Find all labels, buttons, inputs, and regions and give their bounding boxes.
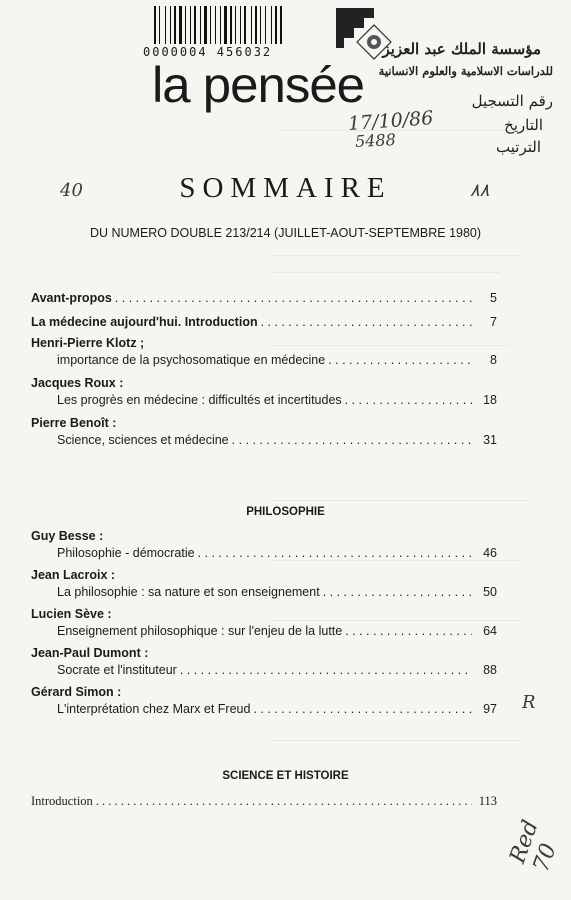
entry-title: L'interprétation chez Marx et Freud (57, 702, 251, 716)
entry-page: 88 (483, 663, 497, 677)
journal-title: la pensée (152, 57, 365, 113)
barcode-bar (200, 6, 201, 44)
section-heading-philosophie: PHILOSOPHIE (246, 506, 325, 518)
toc-entry (31, 662, 497, 679)
barcode-bar (255, 6, 257, 44)
stamp-line-3: رقم التسجيل (471, 92, 553, 110)
handwritten-date: 17/10/86 (347, 107, 435, 135)
barcode-bar (230, 6, 232, 44)
entry-page: 18 (483, 393, 497, 407)
entry-title: Enseignement philosophique : sur l'enjeu de la lutte (57, 624, 343, 638)
stamp-line-2: للدراسات الاسلامية والعلوم الانسانية (378, 64, 553, 78)
entry-title: La médecine aujourd'hui. Introduction (31, 315, 258, 329)
barcode-bar (172, 6, 173, 44)
toc-author-block (31, 415, 497, 449)
barcode-bar (258, 6, 259, 44)
barcode-bar (170, 6, 171, 44)
barcode-bar (161, 6, 164, 44)
barcode-bar (267, 6, 270, 44)
handwritten-right-mark: ٨٨ (470, 180, 490, 201)
toc-entry (31, 392, 497, 409)
barcode-bar (179, 6, 182, 44)
toc-author-block (31, 375, 497, 409)
entry-author: Jacques Roux : (31, 376, 124, 390)
barcode-bar (242, 6, 243, 44)
leader-dots (323, 584, 472, 600)
issue-subtitle: DU NUMERO DOUBLE 213/214 (JUILLET-AOUT-SEPTEMBRE 1980) (89, 226, 482, 240)
handwritten-corner: Red 70 (505, 817, 562, 876)
toc-intro (31, 290, 497, 331)
toc-author-block (31, 606, 497, 640)
entry-title: Introduction (31, 794, 93, 808)
toc-author-block (31, 335, 497, 369)
barcode-bar (167, 6, 169, 44)
barcode-bar (224, 6, 227, 44)
toc-entry (31, 545, 497, 562)
toc-author-block (31, 567, 497, 601)
barcode-bar (157, 6, 158, 44)
barcode-bar (247, 6, 250, 44)
barcode-bar (194, 6, 196, 44)
sommaire-title: SOMMAIRE (179, 172, 392, 204)
toc-author-block (31, 645, 497, 679)
section-heading-science-histoire: SCIENCE ET HISTOIRE (222, 770, 349, 782)
barcode-bar (212, 6, 214, 44)
toc-entry (31, 793, 497, 810)
barcode-bar (265, 6, 266, 44)
entry-author: Jean Lacroix : (31, 568, 116, 582)
toc-entry (31, 701, 497, 718)
barcode-bar (217, 6, 219, 44)
barcode-bar (165, 6, 166, 44)
leader-dots (96, 793, 472, 809)
entry-title: Socrate et l'instituteur (57, 663, 177, 677)
entry-title: importance de la psychosomatique en médecine (57, 353, 326, 367)
handwritten-side-mark: R (522, 692, 536, 713)
barcode-bar (192, 6, 193, 44)
toc-entry (31, 314, 497, 331)
barcode-bar (222, 6, 223, 44)
entry-author: Henri-Pierre Klotz ; (31, 336, 145, 350)
barcode-bar (174, 6, 176, 44)
entry-page: 8 (490, 353, 497, 367)
entry-title: Les progrès en médecine : difficultés et incertitudes (57, 393, 342, 407)
barcode-bar (251, 6, 252, 44)
entry-page: 31 (483, 433, 497, 447)
barcode-bar (237, 6, 239, 44)
barcode-bar (240, 6, 241, 44)
toc-entry (31, 432, 497, 449)
barcode-bar (210, 6, 211, 44)
entry-title: Avant-propos (31, 291, 112, 305)
barcode-bar (233, 6, 234, 44)
entry-author: Lucien Sève : (31, 607, 112, 621)
handwritten-registration: 5488 (354, 129, 397, 152)
toc-entry (31, 290, 497, 307)
toc-author-block (31, 684, 497, 718)
barcode-bar (275, 6, 277, 44)
barcode-bar (183, 6, 184, 44)
barcode-bar (278, 6, 279, 44)
barcode-bar (177, 6, 178, 44)
barcode-bar (185, 6, 186, 44)
barcode-bar (262, 6, 264, 44)
leader-dots (345, 392, 472, 408)
barcode-bar (208, 6, 209, 44)
entry-page: 64 (483, 624, 497, 638)
barcode-bar (215, 6, 216, 44)
barcode-bar (273, 6, 274, 44)
barcode-bar (202, 6, 203, 44)
entry-author: Guy Besse : (31, 529, 104, 543)
barcode (154, 6, 332, 44)
barcode-bar (271, 6, 272, 44)
barcode-bar (187, 6, 189, 44)
barcode-bar (235, 6, 236, 44)
toc-entry (31, 584, 497, 601)
entry-title: La philosophie : sa nature et son enseignement (57, 585, 320, 599)
toc-medicine (31, 335, 497, 449)
entry-author: Pierre Benoît : (31, 416, 117, 430)
barcode-bar (220, 6, 221, 44)
barcode-bar (280, 6, 282, 44)
barcode-bar (190, 6, 191, 44)
handwritten-left-mark: 40 (60, 180, 83, 201)
leader-dots (328, 352, 472, 368)
entry-page: 5 (490, 291, 497, 305)
stamp-line-5: الترتيب (496, 138, 541, 156)
entry-page: 7 (490, 315, 497, 329)
toc-philosophie (31, 528, 497, 718)
barcode-bar (204, 6, 207, 44)
leader-dots (345, 623, 472, 639)
barcode-bar (159, 6, 160, 44)
barcode-bar (253, 6, 254, 44)
barcode-bar (244, 6, 246, 44)
entry-title: Philosophie - démocratie (57, 546, 195, 560)
leader-dots (115, 290, 472, 306)
barcode-bar (154, 6, 156, 44)
leader-dots (180, 662, 472, 678)
barcode-bar (197, 6, 199, 44)
toc-science (31, 793, 497, 810)
stamp-line-4: التاريخ (504, 116, 543, 134)
entry-page: 113 (478, 794, 497, 808)
leader-dots (253, 701, 472, 717)
entry-page: 50 (483, 585, 497, 599)
entry-author: Gérard Simon : (31, 685, 122, 699)
leader-dots (261, 314, 472, 330)
entry-page: 46 (483, 546, 497, 560)
entry-title: Science, sciences et médecine (57, 433, 229, 447)
barcode-bar (260, 6, 261, 44)
leader-dots (232, 432, 472, 448)
toc-entry (31, 352, 497, 369)
leader-dots (198, 545, 472, 561)
entry-page: 97 (483, 702, 497, 716)
barcode-number: 0000004 456032 (143, 45, 273, 59)
toc-entry (31, 623, 497, 640)
stamp-line-1: مؤسسة الملك عبد العزيز (382, 40, 541, 58)
entry-author: Jean-Paul Dumont : (31, 646, 149, 660)
toc-author-block (31, 528, 497, 562)
barcode-bar (228, 6, 229, 44)
